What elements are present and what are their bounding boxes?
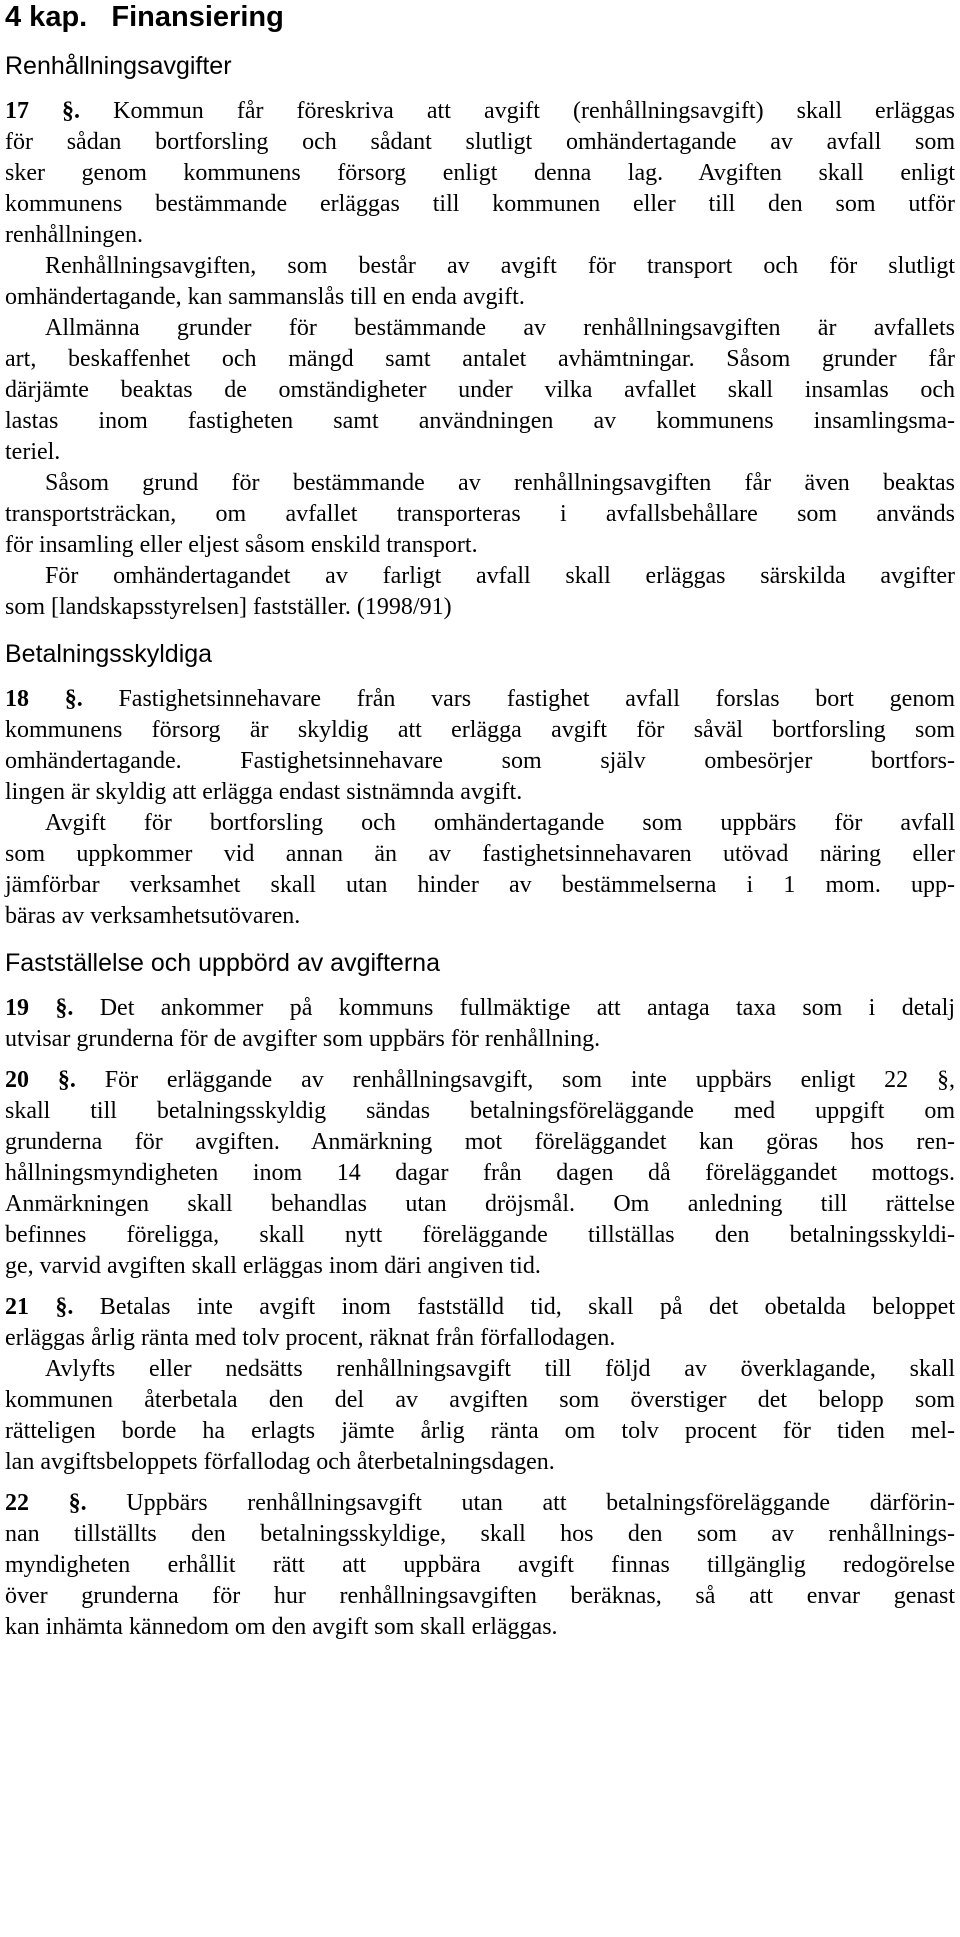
paragraph-18 xyxy=(5,671,955,808)
text-line: 21 §. Betalas inte avgift inom fastställd tid, skall på det obetalda beloppet xyxy=(5,1294,955,1320)
text-line: som [landskapsstyrelsen] fastställer. (1998/91) xyxy=(5,594,452,620)
text-line: Avlyfts eller nedsätts renhållningsavgift till följd av överklagande, skall xyxy=(45,1356,955,1382)
paragraph-17-mom-4 xyxy=(5,468,955,561)
text-line: 17 §. Kommun får föreskriva att avgift (renhållningsavgift) skall erläggas xyxy=(5,98,956,124)
text-line: 19 §. Det ankommer på kommuns fullmäktige att antaga taxa som i detalj xyxy=(5,995,956,1021)
section-number: 18 §. xyxy=(5,686,83,712)
section-number: 17 §. xyxy=(5,98,81,124)
paragraph-17 xyxy=(5,83,955,251)
text-line: lastas inom fastigheten samt användningen av kommunens insamlingsma- xyxy=(5,408,955,434)
paragraph-20 xyxy=(5,1055,955,1282)
text-line: Såsom grund för bestämmande av renhållningsavgiften får även beaktas xyxy=(45,470,955,496)
text-line: erläggas årlig ränta med tolv procent, räknat från förfallodagen. xyxy=(5,1325,616,1351)
text-line: kan inhämta kännedom om den avgift som skall erläggas. xyxy=(5,1614,558,1640)
paragraph-21-mom-2 xyxy=(5,1354,955,1478)
text-line: 20 §. För erläggande av renhållningsavgift, som inte uppbärs enligt 22 §, xyxy=(5,1067,956,1093)
text-line: befinnes föreligga, skall nytt föreläggande tillställas den betalningsskyldi- xyxy=(5,1222,955,1248)
section-number: 19 §. xyxy=(5,995,74,1021)
section-heading-renhallningsavgifter: Renhållningsavgifter xyxy=(5,52,232,80)
text-line: för insamling eller eljest såsom enskild transport. xyxy=(5,532,478,558)
text-line: Allmänna grunder för bestämmande av renhållningsavgiften är avfallets xyxy=(45,315,955,341)
paragraph-17-mom-5 xyxy=(5,561,955,623)
text-line: utvisar grunderna för de avgifter som uppbärs för renhållning. xyxy=(5,1026,601,1052)
text-line: skall till betalningsskyldig sändas betalningsföreläggande med uppgift om xyxy=(5,1098,955,1124)
paragraph-18-mom-2 xyxy=(5,808,955,932)
text-line: hållningsmyndigheten inom 14 dagar från dagen då föreläggandet mottogs. xyxy=(5,1160,955,1186)
text-line: omhändertagande, kan sammanslås till en enda avgift. xyxy=(5,284,525,310)
text-line: sker genom kommunens försorg enligt denna lag. Avgiften skall enligt xyxy=(5,160,955,186)
text-line: lan avgiftsbeloppets förfallodag och återbetalningsdagen. xyxy=(5,1449,555,1475)
paragraph-19 xyxy=(5,980,955,1055)
paragraph-17-mom-3 xyxy=(5,313,955,468)
text-line: kommunens bestämmande erläggas till kommunen eller till den som utför xyxy=(5,191,955,217)
chapter-number: 4 kap. xyxy=(5,1,88,33)
paragraph-21 xyxy=(5,1282,955,1354)
section-heading-faststallelse: Fastställelse och uppbörd av avgifterna xyxy=(5,949,440,977)
text-line: ge, varvid avgiften skall erläggas inom däri angiven tid. xyxy=(5,1253,541,1279)
chapter-title: Finansiering xyxy=(111,1,284,33)
section-heading-betalningsskyldiga: Betalningsskyldiga xyxy=(5,640,213,668)
text-line: transportsträckan, om avfallet transporteras i avfallsbehållare som används xyxy=(5,501,955,527)
text-line: 22 §. Uppbärs renhållningsavgift utan att betalningsföreläggande därförin- xyxy=(5,1490,955,1516)
paragraph-17-mom-2 xyxy=(5,251,955,313)
text-line: nan tillställts den betalningsskyldige, skall hos den som av renhållnings- xyxy=(5,1521,955,1547)
section-number: 22 §. xyxy=(5,1490,87,1516)
text-line: över grunderna för hur renhållningsavgiften beräknas, så att envar genast xyxy=(5,1583,955,1609)
text-line: kommunen återbetala den del av avgiften som överstiger det belopp som xyxy=(5,1387,955,1413)
text-line: renhållningen. xyxy=(5,222,143,248)
text-line: därjämte beaktas de omständigheter under vilka avfallet skall insamlas och xyxy=(5,377,955,403)
paragraph-22 xyxy=(5,1478,955,1643)
text-line: Renhållningsavgiften, som består av avgift för transport och för slutligt xyxy=(45,253,955,279)
section-number: 21 §. xyxy=(5,1294,74,1320)
text-line: art, beskaffenhet och mängd samt antalet avhämtningar. Såsom grunder får xyxy=(5,346,955,372)
text-line: 18 §. Fastighetsinnehavare från vars fastighet avfall forslas bort genom xyxy=(5,686,956,712)
text-line: bäras av verksamhetsutövaren. xyxy=(5,903,301,929)
text-line: omhändertagande. Fastighetsinnehavare som själv ombesörjer bortfors- xyxy=(5,748,955,774)
text-line: jämförbar verksamhet skall utan hinder av bestämmelserna i 1 mom. upp- xyxy=(5,872,955,898)
document xyxy=(5,0,955,1643)
chapter-heading xyxy=(5,0,955,34)
text-line: För omhändertagandet av farligt avfall skall erläggas särskilda avgifter xyxy=(45,563,955,589)
text-line: grunderna för avgiften. Anmärkning mot föreläggandet kan göras hos ren- xyxy=(5,1129,955,1155)
text-line: Avgift för bortforsling och omhändertagande som uppbärs för avfall xyxy=(45,810,955,836)
text-line: kommunens försorg är skyldig att erlägga avgift för såväl bortforsling som xyxy=(5,717,955,743)
text-line: Anmärkningen skall behandlas utan dröjsmål. Om anledning till rättelse xyxy=(5,1191,955,1217)
text-line: rätteligen borde ha erlagts jämte årlig ränta om tolv procent för tiden mel- xyxy=(5,1418,955,1444)
text-line: lingen är skyldig att erlägga endast sistnämnda avgift. xyxy=(5,779,523,805)
text-line: för sådan bortforsling och sådant slutligt omhändertagande av avfall som xyxy=(5,129,955,155)
text-line: teriel. xyxy=(5,439,61,465)
section-number: 20 §. xyxy=(5,1067,76,1093)
text-line: myndigheten erhållit rätt att uppbära avgift finnas tillgänglig redogörelse xyxy=(5,1552,955,1578)
text-line: som uppkommer vid annan än av fastighetsinnehavaren utövad näring eller xyxy=(5,841,955,867)
